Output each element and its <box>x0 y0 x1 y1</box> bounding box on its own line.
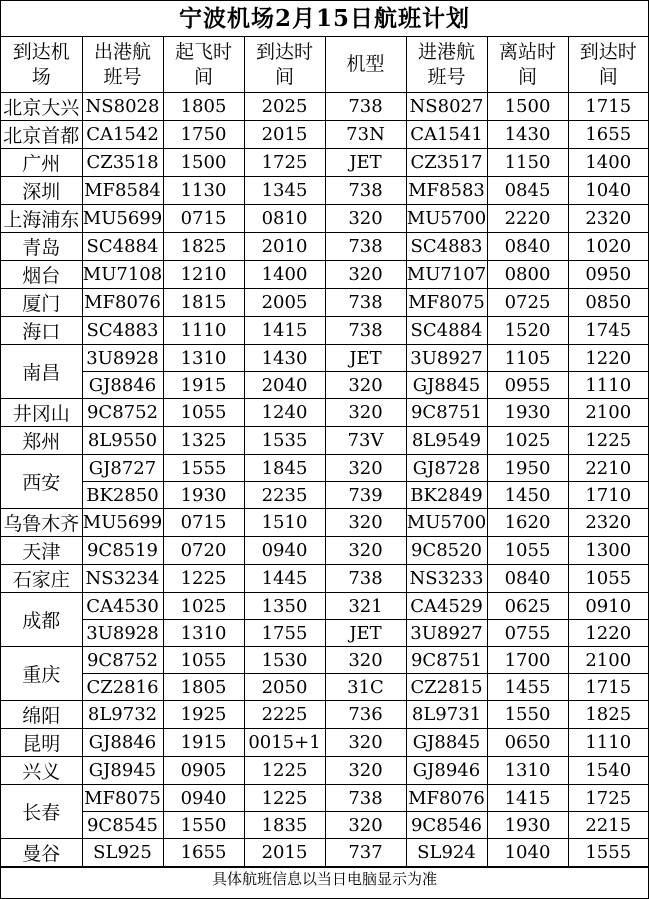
table-row <box>1 455 648 482</box>
outbound-flight-no-cell: NS3234 <box>82 565 163 593</box>
header-label-line: 起飞时 <box>174 40 232 63</box>
origin-arrival-time-cell: 1220 <box>568 620 648 647</box>
origin-departure-time-cell: 1040 <box>487 839 568 867</box>
table-row <box>1 482 648 509</box>
departure-time-cell: 1825 <box>163 233 244 261</box>
origin-departure-time-cell: 1150 <box>487 149 568 177</box>
arrival-time-cell: 1350 <box>244 593 325 620</box>
aircraft-type-cell: 321 <box>325 593 406 620</box>
outbound-flight-no-cell: 3U8928 <box>82 620 163 647</box>
origin-arrival-time-cell: 2210 <box>568 455 648 482</box>
destination-airport-cell: 北京大兴 <box>1 93 82 121</box>
sheet-title: 宁波机场2月15日航班计划 <box>1 1 648 37</box>
table-row <box>1 345 648 372</box>
destination-airport-cell: 南昌 <box>1 345 82 399</box>
departure-time-cell: 1055 <box>163 399 244 427</box>
outbound-flight-no-cell: MU7108 <box>82 261 163 289</box>
aircraft-type-cell: JET <box>325 149 406 177</box>
outbound-flight-no-cell: 9C8752 <box>82 647 163 674</box>
inbound-flight-no-cell: 9C8520 <box>406 537 487 565</box>
origin-arrival-time-cell: 1400 <box>568 149 648 177</box>
arrival-time-cell: 0940 <box>244 537 325 565</box>
header-label-line: 到达时 <box>579 40 637 63</box>
header-departure-time <box>163 37 244 93</box>
departure-time-cell: 1225 <box>163 565 244 593</box>
header-label-line: 班号 <box>427 65 466 88</box>
inbound-flight-no-cell: 3U8927 <box>406 345 487 372</box>
arrival-time-cell: 1725 <box>244 149 325 177</box>
inbound-flight-no-cell: CZ2815 <box>406 674 487 701</box>
inbound-flight-no-cell: BK2849 <box>406 482 487 509</box>
origin-departure-time-cell: 0840 <box>487 233 568 261</box>
destination-airport-cell: 长春 <box>1 785 82 839</box>
table-row <box>1 647 648 674</box>
inbound-flight-no-cell: CA4529 <box>406 593 487 620</box>
destination-airport-cell: 烟台 <box>1 261 82 289</box>
origin-departure-time-cell: 1105 <box>487 345 568 372</box>
departure-time-cell: 1310 <box>163 620 244 647</box>
departure-time-cell: 1130 <box>163 177 244 205</box>
outbound-flight-no-cell: BK2850 <box>82 482 163 509</box>
header-label-line: 班号 <box>103 65 142 88</box>
inbound-flight-no-cell: NS3233 <box>406 565 487 593</box>
inbound-flight-no-cell: GJ8845 <box>406 372 487 399</box>
table-row <box>1 399 648 427</box>
aircraft-type-cell: 320 <box>325 537 406 565</box>
header-origin-departure-time <box>487 37 568 93</box>
outbound-flight-no-cell: NS8028 <box>82 93 163 121</box>
table-row <box>1 812 648 839</box>
origin-arrival-time-cell: 0910 <box>568 593 648 620</box>
departure-time-cell: 0940 <box>163 785 244 812</box>
origin-arrival-time-cell: 1825 <box>568 701 648 729</box>
aircraft-type-cell: 320 <box>325 372 406 399</box>
footer-note: 具体航班信息以当日电脑显示为准 <box>1 867 648 890</box>
outbound-flight-no-cell: MF8075 <box>82 785 163 812</box>
departure-time-cell: 0720 <box>163 537 244 565</box>
arrival-time-cell: 2235 <box>244 482 325 509</box>
outbound-flight-no-cell: MF8076 <box>82 289 163 317</box>
origin-departure-time-cell: 0755 <box>487 620 568 647</box>
outbound-flight-no-cell: GJ8846 <box>82 372 163 399</box>
departure-time-cell: 1500 <box>163 149 244 177</box>
header-label-line: 间 <box>598 65 618 88</box>
table-row <box>1 839 648 867</box>
origin-arrival-time-cell: 1110 <box>568 729 648 757</box>
inbound-flight-no-cell: MF8075 <box>406 289 487 317</box>
aircraft-type-cell: 320 <box>325 455 406 482</box>
table-row <box>1 261 648 289</box>
header-arrival-time <box>244 37 325 93</box>
origin-arrival-time-cell: 1220 <box>568 345 648 372</box>
table-header-row <box>1 37 648 93</box>
table-row <box>1 757 648 785</box>
aircraft-type-cell: 738 <box>325 785 406 812</box>
aircraft-type-cell: 320 <box>325 205 406 233</box>
departure-time-cell: 1915 <box>163 729 244 757</box>
destination-airport-cell: 兴义 <box>1 757 82 785</box>
origin-arrival-time-cell: 1715 <box>568 93 648 121</box>
origin-departure-time-cell: 1520 <box>487 317 568 345</box>
outbound-flight-no-cell: CA1542 <box>82 121 163 149</box>
origin-arrival-time-cell: 1055 <box>568 565 648 593</box>
header-label-line: 离站时 <box>498 40 556 63</box>
origin-departure-time-cell: 0650 <box>487 729 568 757</box>
origin-arrival-time-cell: 2100 <box>568 399 648 427</box>
origin-arrival-time-cell: 1300 <box>568 537 648 565</box>
aircraft-type-cell: 320 <box>325 812 406 839</box>
header-label-line: 到达时 <box>255 40 313 63</box>
origin-departure-time-cell: 1310 <box>487 757 568 785</box>
header-label-line: 间 <box>517 65 537 88</box>
outbound-flight-no-cell: 9C8519 <box>82 537 163 565</box>
arrival-time-cell: 1225 <box>244 757 325 785</box>
table-row <box>1 537 648 565</box>
arrival-time-cell: 0810 <box>244 205 325 233</box>
origin-departure-time-cell: 1550 <box>487 701 568 729</box>
aircraft-type-cell: 320 <box>325 647 406 674</box>
arrival-time-cell: 2010 <box>244 233 325 261</box>
destination-airport-cell: 石家庄 <box>1 565 82 593</box>
table-row <box>1 785 648 812</box>
origin-departure-time-cell: 1620 <box>487 509 568 537</box>
outbound-flight-no-cell: MF8584 <box>82 177 163 205</box>
aircraft-type-cell: 320 <box>325 757 406 785</box>
inbound-flight-no-cell: SC4883 <box>406 233 487 261</box>
outbound-flight-no-cell: MU5699 <box>82 205 163 233</box>
arrival-time-cell: 0015+1 <box>244 729 325 757</box>
arrival-time-cell: 1510 <box>244 509 325 537</box>
destination-airport-cell: 深圳 <box>1 177 82 205</box>
inbound-flight-no-cell: 9C8751 <box>406 399 487 427</box>
table-row <box>1 93 648 121</box>
inbound-flight-no-cell: 8L9549 <box>406 427 487 455</box>
departure-time-cell: 1815 <box>163 289 244 317</box>
origin-arrival-time-cell: 1555 <box>568 839 648 867</box>
outbound-flight-no-cell: 3U8928 <box>82 345 163 372</box>
header-label-line: 间 <box>274 65 294 88</box>
departure-time-cell: 1555 <box>163 455 244 482</box>
origin-arrival-time-cell: 1710 <box>568 482 648 509</box>
origin-departure-time-cell: 0625 <box>487 593 568 620</box>
destination-airport-cell: 昆明 <box>1 729 82 757</box>
outbound-flight-no-cell: 9C8545 <box>82 812 163 839</box>
aircraft-type-cell: 320 <box>325 261 406 289</box>
header-inbound-flight-no <box>406 37 487 93</box>
arrival-time-cell: 1240 <box>244 399 325 427</box>
arrival-time-cell: 1530 <box>244 647 325 674</box>
aircraft-type-cell: 738 <box>325 289 406 317</box>
destination-airport-cell: 成都 <box>1 593 82 647</box>
departure-time-cell: 1925 <box>163 701 244 729</box>
origin-departure-time-cell: 0800 <box>487 261 568 289</box>
arrival-time-cell: 1430 <box>244 345 325 372</box>
origin-arrival-time-cell: 1745 <box>568 317 648 345</box>
inbound-flight-no-cell: GJ8946 <box>406 757 487 785</box>
origin-arrival-time-cell: 2320 <box>568 509 648 537</box>
origin-departure-time-cell: 1930 <box>487 399 568 427</box>
header-label-line: 机型 <box>346 53 385 75</box>
destination-airport-cell: 重庆 <box>1 647 82 701</box>
arrival-time-cell: 1445 <box>244 565 325 593</box>
destination-airport-cell: 乌鲁木齐 <box>1 509 82 537</box>
arrival-time-cell: 1835 <box>244 812 325 839</box>
arrival-time-cell: 2025 <box>244 93 325 121</box>
origin-arrival-time-cell: 2215 <box>568 812 648 839</box>
arrival-time-cell: 1225 <box>244 785 325 812</box>
table-row <box>1 177 648 205</box>
origin-arrival-time-cell: 1040 <box>568 177 648 205</box>
arrival-time-cell: 1400 <box>244 261 325 289</box>
aircraft-type-cell: JET <box>325 620 406 647</box>
aircraft-type-cell: JET <box>325 345 406 372</box>
aircraft-type-cell: 320 <box>325 509 406 537</box>
destination-airport-cell: 西安 <box>1 455 82 509</box>
outbound-flight-no-cell: SC4884 <box>82 233 163 261</box>
header-outbound-flight-no <box>82 37 163 93</box>
departure-time-cell: 1550 <box>163 812 244 839</box>
departure-time-cell: 1325 <box>163 427 244 455</box>
arrival-time-cell: 2040 <box>244 372 325 399</box>
departure-time-cell: 1025 <box>163 593 244 620</box>
table-body <box>1 93 648 867</box>
table-row <box>1 149 648 177</box>
destination-airport-cell: 北京首都 <box>1 121 82 149</box>
inbound-flight-no-cell: SC4884 <box>406 317 487 345</box>
aircraft-type-cell: 738 <box>325 233 406 261</box>
table-row <box>1 233 648 261</box>
aircraft-type-cell: 736 <box>325 701 406 729</box>
inbound-flight-no-cell: 9C8751 <box>406 647 487 674</box>
origin-arrival-time-cell: 1110 <box>568 372 648 399</box>
outbound-flight-no-cell: 8L9550 <box>82 427 163 455</box>
aircraft-type-cell: 738 <box>325 317 406 345</box>
table-row <box>1 205 648 233</box>
aircraft-type-cell: 739 <box>325 482 406 509</box>
outbound-flight-no-cell: MU5699 <box>82 509 163 537</box>
origin-arrival-time-cell: 0950 <box>568 261 648 289</box>
aircraft-type-cell: 738 <box>325 177 406 205</box>
departure-time-cell: 0905 <box>163 757 244 785</box>
header-destination-airport <box>1 37 82 93</box>
inbound-flight-no-cell: GJ8845 <box>406 729 487 757</box>
origin-arrival-time-cell: 2320 <box>568 205 648 233</box>
inbound-flight-no-cell: SL924 <box>406 839 487 867</box>
origin-arrival-time-cell: 0850 <box>568 289 648 317</box>
origin-arrival-time-cell: 1225 <box>568 427 648 455</box>
departure-time-cell: 0715 <box>163 509 244 537</box>
outbound-flight-no-cell: GJ8846 <box>82 729 163 757</box>
arrival-time-cell: 1755 <box>244 620 325 647</box>
flight-table <box>1 37 648 867</box>
origin-departure-time-cell: 0840 <box>487 565 568 593</box>
departure-time-cell: 1655 <box>163 839 244 867</box>
table-row <box>1 729 648 757</box>
inbound-flight-no-cell: GJ8728 <box>406 455 487 482</box>
aircraft-type-cell: 320 <box>325 729 406 757</box>
header-label-line: 进港航 <box>417 40 475 63</box>
inbound-flight-no-cell: CZ3517 <box>406 149 487 177</box>
outbound-flight-no-cell: SC4883 <box>82 317 163 345</box>
inbound-flight-no-cell: MU5700 <box>406 205 487 233</box>
header-aircraft-type <box>325 37 406 93</box>
table-row <box>1 372 648 399</box>
table-row <box>1 509 648 537</box>
aircraft-type-cell: 320 <box>325 399 406 427</box>
aircraft-type-cell: 73V <box>325 427 406 455</box>
destination-airport-cell: 青岛 <box>1 233 82 261</box>
outbound-flight-no-cell: GJ8727 <box>82 455 163 482</box>
inbound-flight-no-cell: MF8583 <box>406 177 487 205</box>
table-row <box>1 593 648 620</box>
inbound-flight-no-cell: MU5700 <box>406 509 487 537</box>
aircraft-type-cell: 738 <box>325 93 406 121</box>
departure-time-cell: 1915 <box>163 372 244 399</box>
inbound-flight-no-cell: 8L9731 <box>406 701 487 729</box>
departure-time-cell: 1930 <box>163 482 244 509</box>
origin-arrival-time-cell: 1715 <box>568 674 648 701</box>
header-label-line: 场 <box>31 65 51 88</box>
outbound-flight-no-cell: CZ2816 <box>82 674 163 701</box>
table-row <box>1 620 648 647</box>
origin-departure-time-cell: 1025 <box>487 427 568 455</box>
origin-departure-time-cell: 1700 <box>487 647 568 674</box>
table-row <box>1 701 648 729</box>
table-row <box>1 317 648 345</box>
origin-departure-time-cell: 1055 <box>487 537 568 565</box>
origin-arrival-time-cell: 1725 <box>568 785 648 812</box>
outbound-flight-no-cell: SL925 <box>82 839 163 867</box>
origin-departure-time-cell: 1930 <box>487 812 568 839</box>
outbound-flight-no-cell: GJ8945 <box>82 757 163 785</box>
header-label-line: 出港航 <box>93 40 151 63</box>
outbound-flight-no-cell: CA4530 <box>82 593 163 620</box>
departure-time-cell: 1310 <box>163 345 244 372</box>
inbound-flight-no-cell: 3U8927 <box>406 620 487 647</box>
origin-departure-time-cell: 1450 <box>487 482 568 509</box>
inbound-flight-no-cell: MU7107 <box>406 261 487 289</box>
departure-time-cell: 0715 <box>163 205 244 233</box>
table-row <box>1 565 648 593</box>
departure-time-cell: 1750 <box>163 121 244 149</box>
table-row <box>1 121 648 149</box>
outbound-flight-no-cell: CZ3518 <box>82 149 163 177</box>
origin-departure-time-cell: 1500 <box>487 93 568 121</box>
arrival-time-cell: 1345 <box>244 177 325 205</box>
arrival-time-cell: 2015 <box>244 839 325 867</box>
header-label-line: 间 <box>193 65 213 88</box>
destination-airport-cell: 广州 <box>1 149 82 177</box>
arrival-time-cell: 2225 <box>244 701 325 729</box>
origin-departure-time-cell: 1430 <box>487 121 568 149</box>
table-row <box>1 427 648 455</box>
origin-departure-time-cell: 1455 <box>487 674 568 701</box>
inbound-flight-no-cell: 9C8546 <box>406 812 487 839</box>
table-row <box>1 674 648 701</box>
arrival-time-cell: 1845 <box>244 455 325 482</box>
origin-departure-time-cell: 2220 <box>487 205 568 233</box>
inbound-flight-no-cell: MF8076 <box>406 785 487 812</box>
aircraft-type-cell: 737 <box>325 839 406 867</box>
outbound-flight-no-cell: 8L9732 <box>82 701 163 729</box>
outbound-flight-no-cell: 9C8752 <box>82 399 163 427</box>
origin-departure-time-cell: 1950 <box>487 455 568 482</box>
origin-arrival-time-cell: 2100 <box>568 647 648 674</box>
departure-time-cell: 1110 <box>163 317 244 345</box>
departure-time-cell: 1210 <box>163 261 244 289</box>
destination-airport-cell: 郑州 <box>1 427 82 455</box>
table-row <box>1 289 648 317</box>
destination-airport-cell: 厦门 <box>1 289 82 317</box>
destination-airport-cell: 海口 <box>1 317 82 345</box>
origin-arrival-time-cell: 1020 <box>568 233 648 261</box>
arrival-time-cell: 2050 <box>244 674 325 701</box>
destination-airport-cell: 曼谷 <box>1 839 82 867</box>
arrival-time-cell: 1535 <box>244 427 325 455</box>
origin-departure-time-cell: 0955 <box>487 372 568 399</box>
aircraft-type-cell: 738 <box>325 565 406 593</box>
destination-airport-cell: 上海浦东 <box>1 205 82 233</box>
departure-time-cell: 1805 <box>163 93 244 121</box>
aircraft-type-cell: 31C <box>325 674 406 701</box>
destination-airport-cell: 绵阳 <box>1 701 82 729</box>
origin-departure-time-cell: 1415 <box>487 785 568 812</box>
inbound-flight-no-cell: NS8027 <box>406 93 487 121</box>
arrival-time-cell: 2005 <box>244 289 325 317</box>
departure-time-cell: 1055 <box>163 647 244 674</box>
arrival-time-cell: 2015 <box>244 121 325 149</box>
origin-departure-time-cell: 0845 <box>487 177 568 205</box>
header-label-line: 到达机 <box>12 40 70 63</box>
aircraft-type-cell: 73N <box>325 121 406 149</box>
origin-arrival-time-cell: 1540 <box>568 757 648 785</box>
header-origin-arrival-time <box>568 37 648 93</box>
arrival-time-cell: 1415 <box>244 317 325 345</box>
destination-airport-cell: 井冈山 <box>1 399 82 427</box>
departure-time-cell: 1805 <box>163 674 244 701</box>
inbound-flight-no-cell: CA1541 <box>406 121 487 149</box>
destination-airport-cell: 天津 <box>1 537 82 565</box>
origin-arrival-time-cell: 1655 <box>568 121 648 149</box>
origin-departure-time-cell: 0725 <box>487 289 568 317</box>
